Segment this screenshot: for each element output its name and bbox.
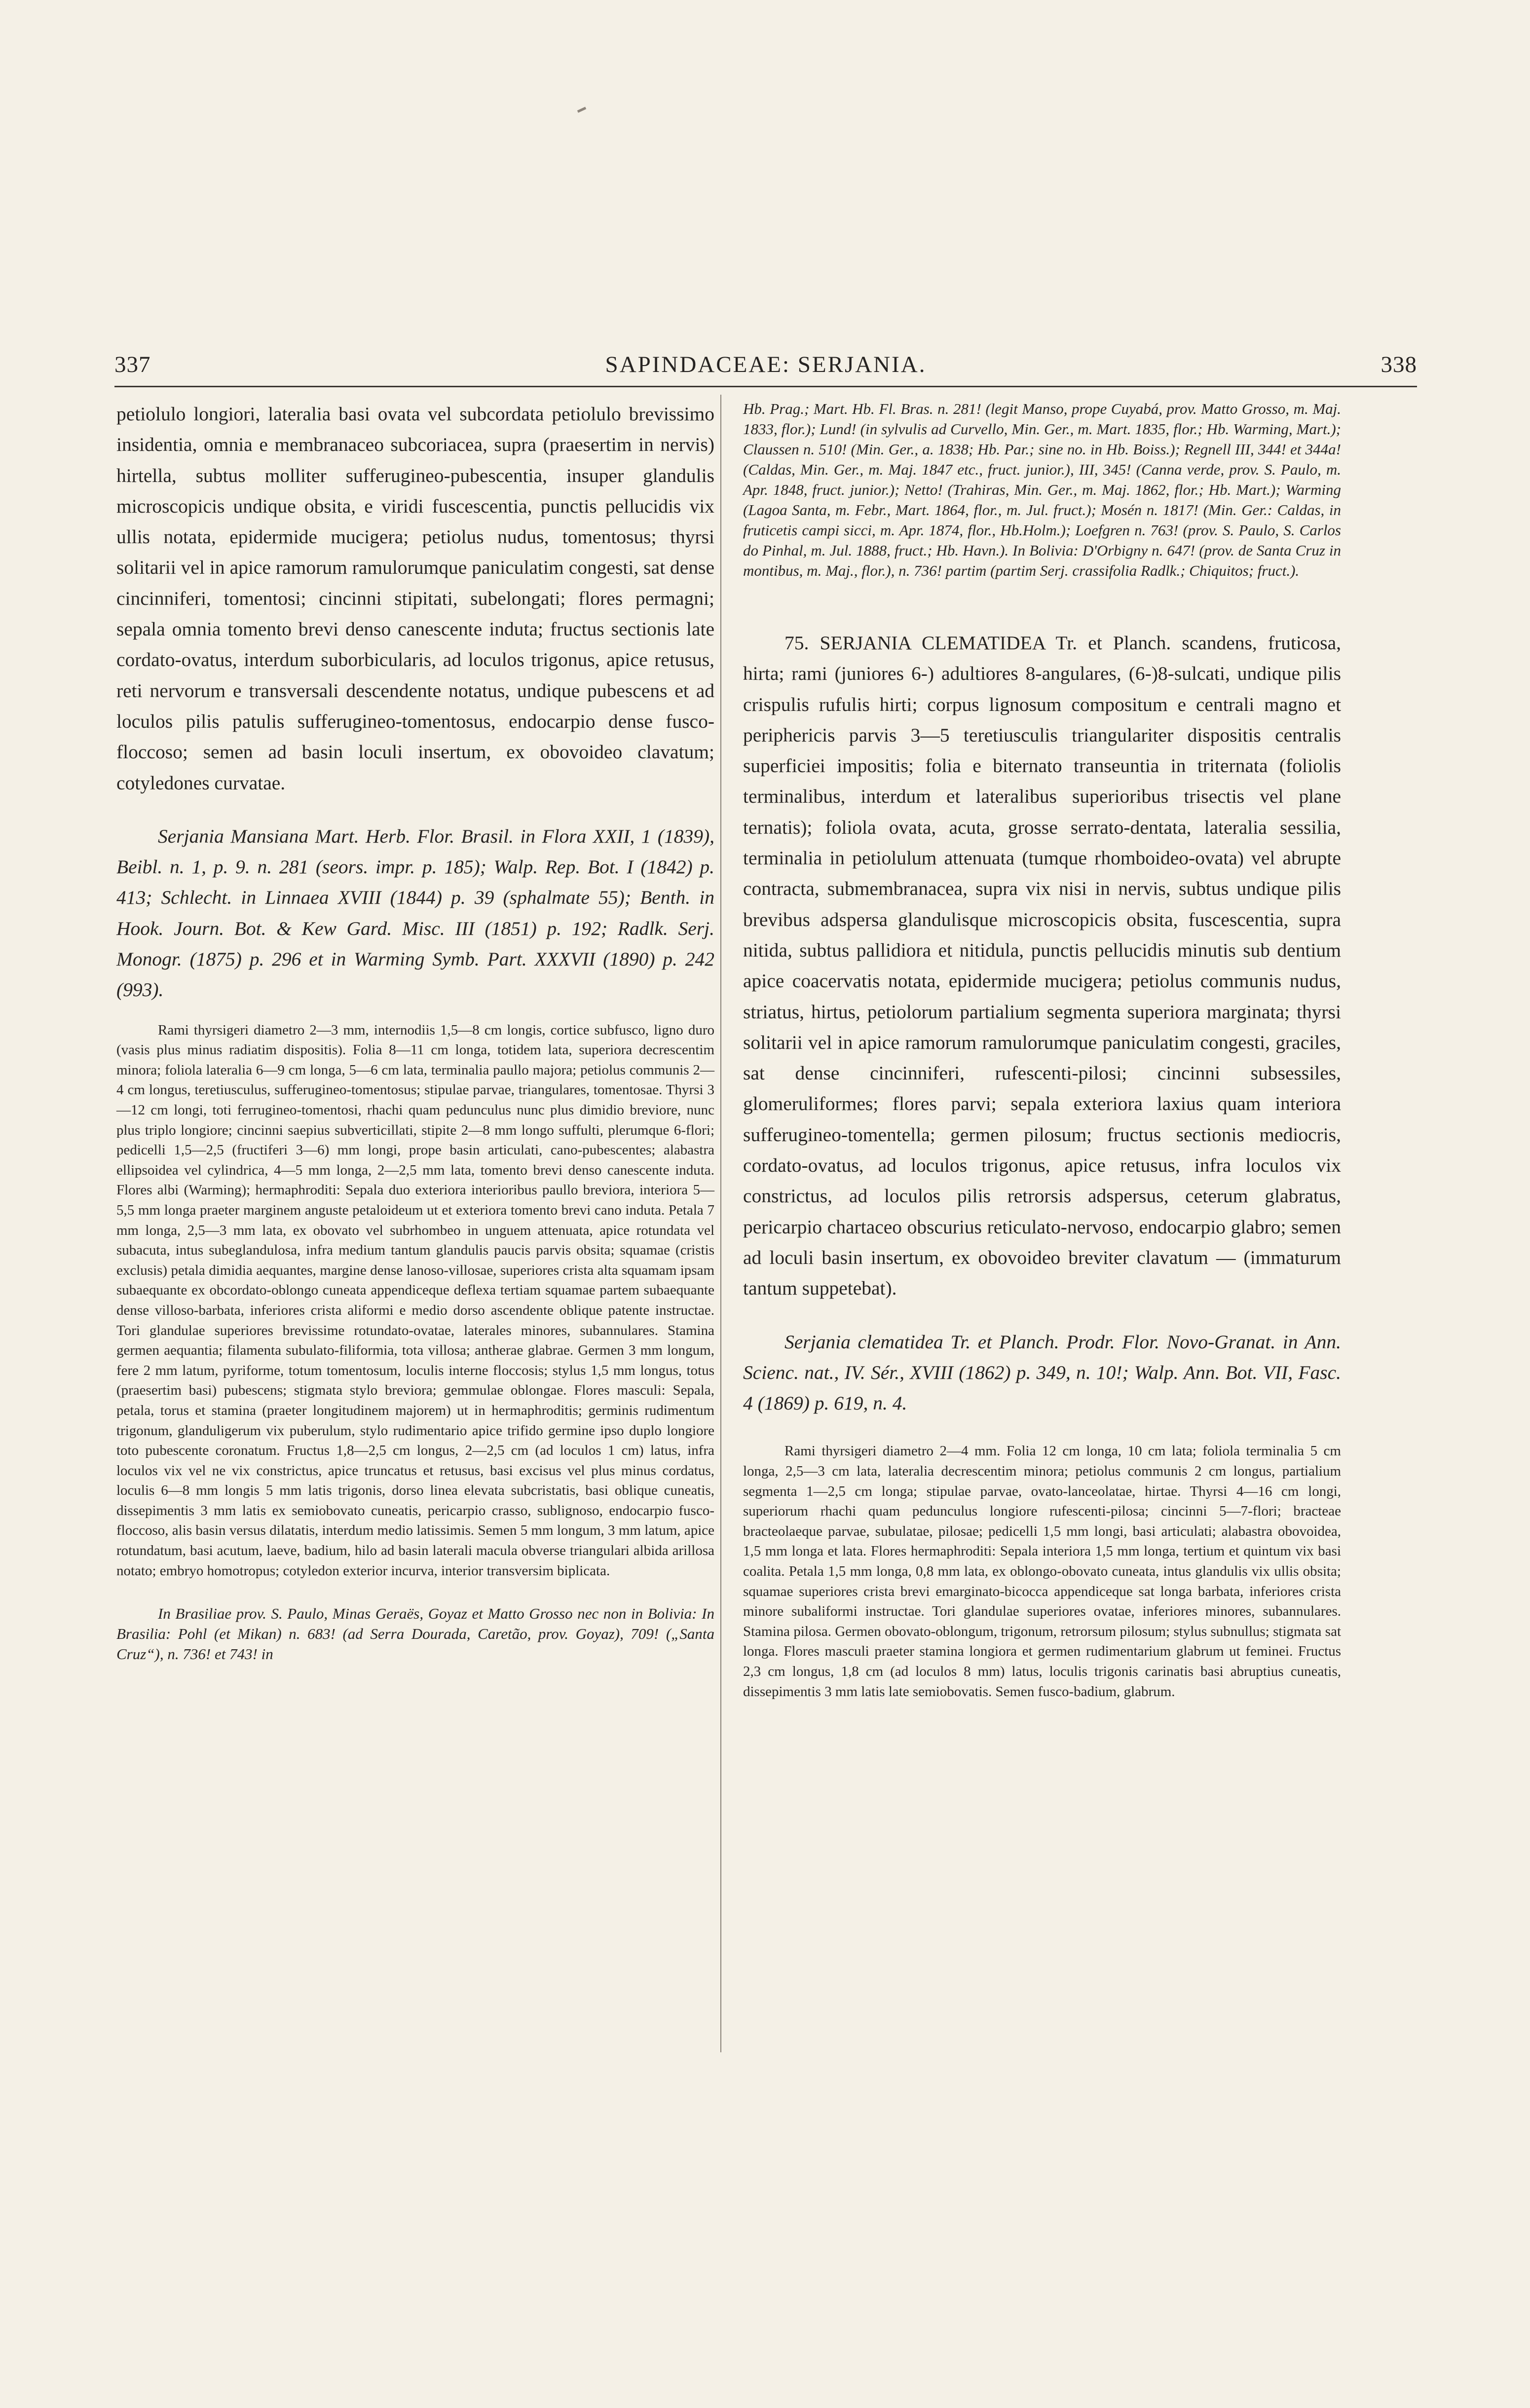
running-header [114,351,1417,381]
paper-speck [577,107,586,112]
header-rule [114,386,1417,387]
species-citation-2: Serjania clematidea Tr. et Planch. Prodr. Flor. Novo-Granat. in Ann. Scienc. nat., IV. Sér., XVIII (1862) p. 349, n. 10!; Walp. Ann. Bot. VII, Fasc. 4 (1869) p. 619, n. 4. [743,1331,1341,1414]
running-title: SAPINDACEAE: SERJANIA. [605,352,927,377]
left-column [116,399,714,1664]
species-description-2: Rami thyrsigeri diametro 2—4 mm. Folia 12 cm longa, 10 cm lata; foliola terminalia 5 cm longa, 2,5—3 cm lata, lateralia decrescentim minora; petiolus communis 2 cm longus, partialium segmenta 1—2,5 cm longa; stipulae parvae, ovato-lanceolatae, hirtae. Thyrsi 4—16 cm longi, superiorum rhachi quam pedunculus longiore rufescenti-pilosa; cincinni 5—7-flori; bracteae bracteolaeque parvae, subulatae, pilosae; pedicelli 1,5 mm longi, basi articulati; alabastra obovoidea, 1,5 mm longa et lata. Flores hermaphroditi: Sepala interiora 1,5 mm longa, tertium et quintum vix basi coalita. Petala 1,5 mm longa, 0,8 mm lata, ex oblongo-obovato cuneata, intus glandulis vix ullis obsita; squamae superiores crista brevi emarginato-bicocca appendiceque sat longa barbata, inferiores crista minore subaliformi instructae. Tori glandulae superiores ovatae, inferiores minores, subannulares. Stamina pilosa. Germen obovato-oblongum, trigonum, retrorsum pilosum; stylus subnullus; stigmata sat longa. Flores masculi praeter stamina longiora et germen rudimentarium glabrum ut feminei. Fructus 2,3 cm longus, 1,8 cm (ad loculos 8 mm) latus, loculis trigonis carinatis basi abruptius cuneatis, dissepimentis 3 mm latis late semiobovatis. Semen fusco-badium, glabrum. [743,1443,1341,1700]
species-heading: 75. SERJANIA CLEMATIDEA Tr. et Planch. scandens, fruticosa, hirta; rami (juniores 6-) adultiores 8-angulares, (6-)8-sulcati, undique pilis crispulis rufulis hirti; corpus lignosum compositum e centrali magno et periphericis parvis 3—5 teretiusculis triangulariter dispositis centralis superficiei impositis; folia e biternato transeuntia in triternata (foliolis terminalibus, interdum et lateralibus superioribus trisectis vel plane ternatis); foliola ovata, acuta, grosse serrato-dentata, lateralia sessilia, terminalia in petiolulum attenuata (tumque rhomboideo-ovata) vel abrupte contracta, submembranacea, supra vix nisi in nervis, subtus undique pilis brevibus adspersa glandulisque microscopicis obsita, fuscescentia, supra nitida, subtus pallidiora et nitidula, punctis pellucidis minutis sub dentium apice coacervatis notata, epidermide mucigera; petiolus communis nudus, striatus, hirtus, petiolorum partialium segmenta superiora marginata; thyrsi solitarii vel in apice ramorum ramulorumque paniculatim congesti, graciles, sat dense cincinniferi, rufescenti-pilosi; cincinni subsessiles, glomeruliformes; flores parvi; sepala exteriora laxius quam interiora sufferugineo-tomentella; germen pilosum; fructus sectionis mediocris, cordato-ovatus, ad loculos trigonus, apice retusus, infra loculos vix constrictus, ad loculos pilis retrorsis adspersus, ceterum glabratus, pericarpio chartaceo obscurius reticulato-nervoso, endocarpio glabro; semen ad loculi basin insertum, ex obovoideo breviter clavatum — (immaturum tantum suppetebat). [743,632,1341,1299]
column-divider [720,395,721,2052]
localities-continued: Hb. Prag.; Mart. Hb. Fl. Bras. n. 281! (legit Manso, prope Cuyabá, prov. Matto Grosso, m. Maj. 1833, flor.); Lund! (in sylvulis ad Curvello, Min. Ger., m. Mart. 1835, flor.; Hb. Warming, Mart.); Claussen n. 510! (Min. Ger., a. 1838; Hb. Par.; sine no. in Hb. Boiss.); Regnell III, 344! et 344a! (Caldas, Min. Ger., m. Maj. 1847 etc., fruct. junior.), III, 345! (Canna verde, prov. S. Paulo, m. Apr. 1848, fruct. junior.); Netto! (Trahiras, Min. Ger., m. Maj. 1862, flor.; Hb. Mart.); Warming (Lagoa Santa, m. Febr., Mart. 1864, flor., m. Jul. fruct.); Mosén n. 1817! (Min. Ger.: Caldas, in fruticetis campi sicci, m. Apr. 1874, flor., Hb.Holm.); Loefgren n. 763! (prov. S. Paulo, S. Carlos do Pinhal, m. Jul. 1888, fruct.; Hb. Havn.). In Bolivia: D'Orbigny n. 647! (prov. de Santa Cruz in montibus, m. Maj., flor.), n. 736! partim (partim Serj. crassifolia Radlk.; Chiquitos; fruct.). [743,400,1341,579]
species-localities: In Brasiliae prov. S. Paulo, Minas Geraës, Goyaz et Matto Grosso nec non in Bolivia: In Brasilia: Pohl (et Mikan) n. 683! (ad Serra Dourada, Caretão, prov. Goyaz), 709! („Santa Cruz“), n. 736! et 743! in [116,1605,714,1663]
species-description: Rami thyrsigeri diametro 2—3 mm, internodiis 1,5—8 cm longis, cortice subfusco, ligno duro (vasis plus minus radiatim dispositis). Folia 8—11 cm longa, totidem lata, superiora decrescentim minora; foliola lateralia 6—9 cm longa, 5—6 cm lata, terminalia paullo majora; petiolus communis 2—4 cm longus, teretiusculus, sufferugineo-tomentosus; stipulae parvae, triangulares, tomentosae. Thyrsi 3—12 cm longi, toti ferrugineo-tomentosi, rhachi quam pedunculus nunc plus dimidio breviore, nunc plus triplo longiore; cincinni saepius subverticillati, stipite 2—8 mm longo suffulti, plerumque 6-flori; pedicelli 1,5—2,5 (fructiferi 3—6) mm longi, prope basin articulati, cano-pubescentes; alabastra ellipsoidea vel cylindrica, 4—5 mm longa, 2—2,5 mm lata, tomento brevi denso canescente induta. Flores albi (Warming); hermaphroditi: Sepala duo exteriora interioribus paullo breviora, interiora 5—5,5 mm longa praeter marginem anguste petaloideum ut et exteriora tomento brevi cano induta. Petala 7 mm longa, 2,5—3 mm lata, ex obovato vel subrhombeo in unguem attenuata, apice rotundata vel subacuta, intus subeglandulosa, infra medium tantum glandulis paucis parvis obsita; squamae (cristis exclusis) petala dimidia aequantes, margine dense lanoso-villosae, superiores crista alta squamam ipsam subaequante ex obcordato-oblongo cuneata appendiceque deflexa tertiam squamae partem subaequante dense villoso-barbata, inferiores crista aliformi e medio dorso ascendente oblique patente instructae. Tori glandulae superiores brevissime rotundato-ovatae, laterales minores, subannulares. Stamina germen aequantia; filamenta subulato-filiformia, tota villosa; antherae glabrae. Germen 3 mm longum, fere 2 mm latum, pyriforme, totum tomentosum, loculis interne floccosis; stylus 1,5 mm longus, totus (praesertim basi) pubescens; stigmata stylo breviora; gemmulae oblongae. Flores masculi: Sepala, petala, torus et stamina (praeter longitudinem majorem) ut in hermaphroditis; germinis rudimentum trigonum, glanduligerum vix puberulum, stylo rudimentario apice trifido germine ipso duplo longiore toto pubescente coronatum. Fructus 1,8—2,5 cm longus, 2—2,5 cm (ad loculos 1 cm) latus, infra loculos vix vel ne vix constrictus, apice truncatus et retusus, basi excisus vel plus minus cordatus, loculis 6—8 mm longis 5 mm latis trigonis, dorso linea elevata subcristatis, basi oblique cuneatis, dissepimentis 3 mm latis ex semiobovato cuneatis, pericarpio crasso, sublignoso, endocarpio fusco-floccoso, alis basin versus dilatatis, interdum medio latissimis. Semen 5 mm longum, 3 mm latum, apice rotundatum, basi acutum, laeve, badium, hilo ad basin laterali macula obverse triangulari albida arillosa notato; embryo homotropus; cotyledon exterior incurva, interior transversim biplicata. [116,1022,714,1579]
page-number-right: 338 [1381,352,1417,377]
page-number-left: 337 [114,352,151,377]
species-citation: Serjania Mansiana Mart. Herb. Flor. Brasil. in Flora XXII, 1 (1839), Beibl. n. 1, p. 9. n. 281 (seors. impr. p. 185); Walp. Rep. Bot. I (1842) p. 413; Schlecht. in Linnaea XVIII (1844) p. 39 (sphalmate 55); Benth. in Hook. Journ. Bot. & Kew Gard. Misc. III (1851) p. 192; Radlk. Serj. Monogr. (1875) p. 296 et in Warming Symb. Part. XXXVII (1890) p. 242 (993). [116,825,714,1001]
intro-paragraph: petiolulo longiori, lateralia basi ovata vel subcordata petiolulo brevissimo insidentia, omnia e membranaceo subcoriacea, supra (praesertim in nervis) hirtella, subtus molliter sufferugineo-pubescentia, insuper glandulis microscopicis undique obsita, e viridi fuscescentia, punctis pellucidis vix ullis notata, epidermide mucigera; petiolus nudus, tomentosus; thyrsi solitarii vel in apice ramorum ramulorumque paniculatim congesti, sat dense cincinniferi, tomentosi; cincinni stipitati, subelongati; flores permagni; sepala omnia tomento brevi denso canescente induta; fructus sectionis late cordato-ovatus, interdum suborbicularis, ad loculos trigonus, apice retusus, reti nervorum e transversali descendente notatus, undique pubescens et ad loculos pilis patulis sufferugineo-tomentosus, endocarpio dense fusco-floccoso; semen ad basin loculi insertum, ex obovoideo clavatum; cotyledones curvatae. [116,403,714,794]
right-column [743,399,1341,1702]
